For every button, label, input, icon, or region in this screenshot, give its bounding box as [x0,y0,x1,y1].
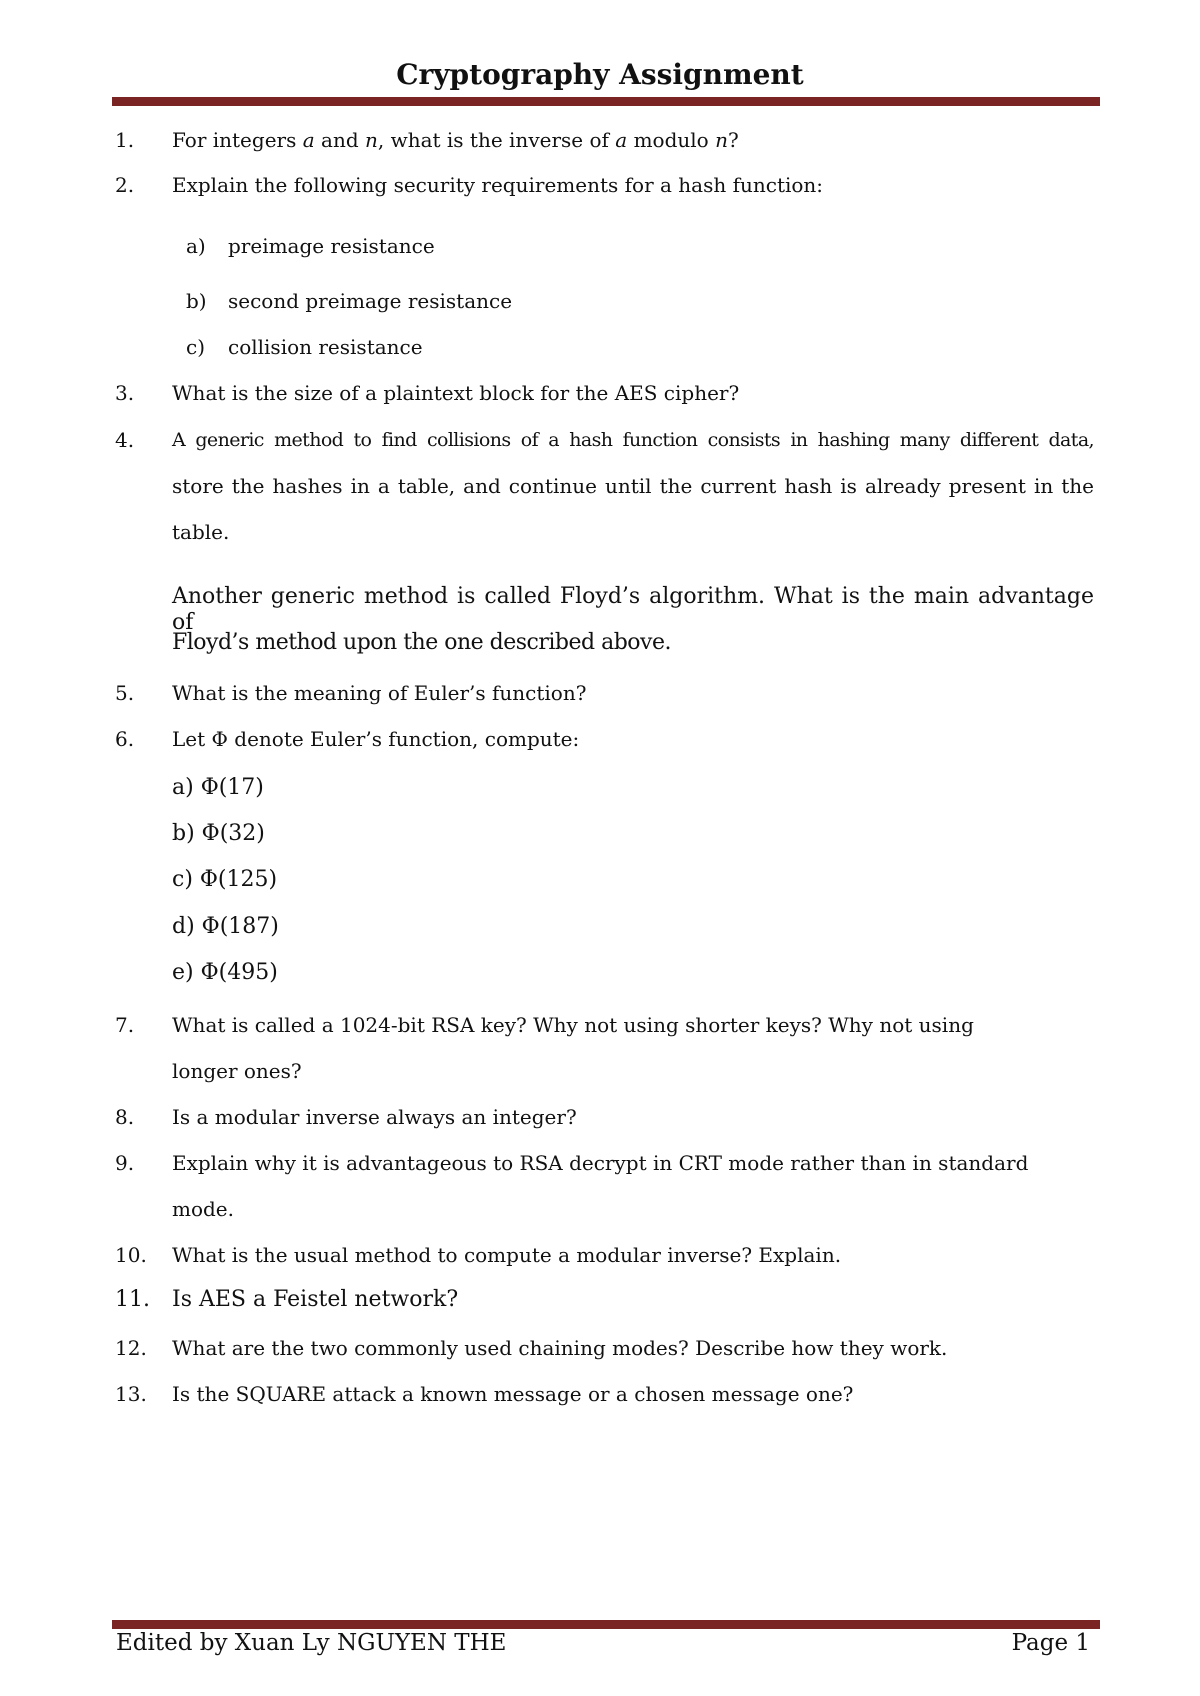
question-text-line: longer ones? [172,1059,302,1083]
question-text-line: mode. [172,1197,235,1221]
question-text: What are the two commonly used chaining modes? Describe how they work. [172,1336,948,1360]
question-number: 12. [115,1336,147,1360]
question-number: 8. [115,1105,135,1129]
question-text-line: What is called a 1024-bit RSA key? Why not using shorter keys? Why not using [172,1013,974,1037]
sub-letter: b) [186,289,207,313]
sub-text: b) Φ(32) [172,821,265,846]
question-number: 6. [115,727,135,751]
page-title: Cryptography Assignment [396,58,804,91]
question-text-line: Floyd’s method upon the one described above. [172,630,671,655]
question-number: 13. [115,1382,147,1406]
question-number: 2. [115,173,135,197]
sub-text: d) Φ(187) [172,914,279,939]
question-text: What is the usual method to compute a modular inverse? Explain. [172,1243,842,1267]
sub-text: a) Φ(17) [172,775,264,800]
footer-author: Edited by Xuan Ly NGUYEN THE [116,1630,507,1656]
question-number: 9. [115,1151,135,1175]
footer-page-number: Page 1 [1011,1630,1090,1656]
question-number: 1. [115,128,135,152]
sub-letter: c) [186,335,206,359]
question-number: 7. [115,1013,135,1037]
title-rule [112,97,1100,106]
question-text: Is the SQUARE attack a known message or a chosen message one? [172,1382,854,1406]
question-number: 4. [115,428,135,452]
question-text: Is a modular inverse always an integer? [172,1105,577,1129]
sub-text: c) Φ(125) [172,867,278,892]
question-text: What is the size of a plaintext block for the AES cipher? [172,381,740,405]
sub-text: collision resistance [228,335,423,359]
question-number: 11. [115,1287,150,1312]
question-text: Explain the following security requirements for a hash function: [172,173,824,197]
question-text-line: A generic method to find collisions of a hash function consists in hashing many different data, [172,429,1094,451]
sub-text: preimage resistance [228,234,435,258]
question-text: Is AES a Feistel network? [172,1287,459,1312]
sub-text: second preimage resistance [228,289,513,313]
question-text-line: store the hashes in a table, and continue until the current hash is already present in the [172,474,1094,498]
question-text: For integers a and n, what is the inverse of a modulo n? [172,128,739,152]
question-text-line: Another generic method is called Floyd’s algorithm. What is the main advantage of [172,584,1094,635]
sub-letter: a) [186,234,206,258]
question-text-line: table. [172,520,230,544]
question-text: Let Φ denote Euler’s function, compute: [172,727,580,751]
question-text: What is the meaning of Euler’s function? [172,681,587,705]
question-text-line: Explain why it is advantageous to RSA decrypt in CRT mode rather than in standard [172,1151,1029,1175]
question-number: 10. [115,1243,147,1267]
question-number: 5. [115,681,135,705]
question-number: 3. [115,381,135,405]
sub-text: e) Φ(495) [172,960,278,985]
